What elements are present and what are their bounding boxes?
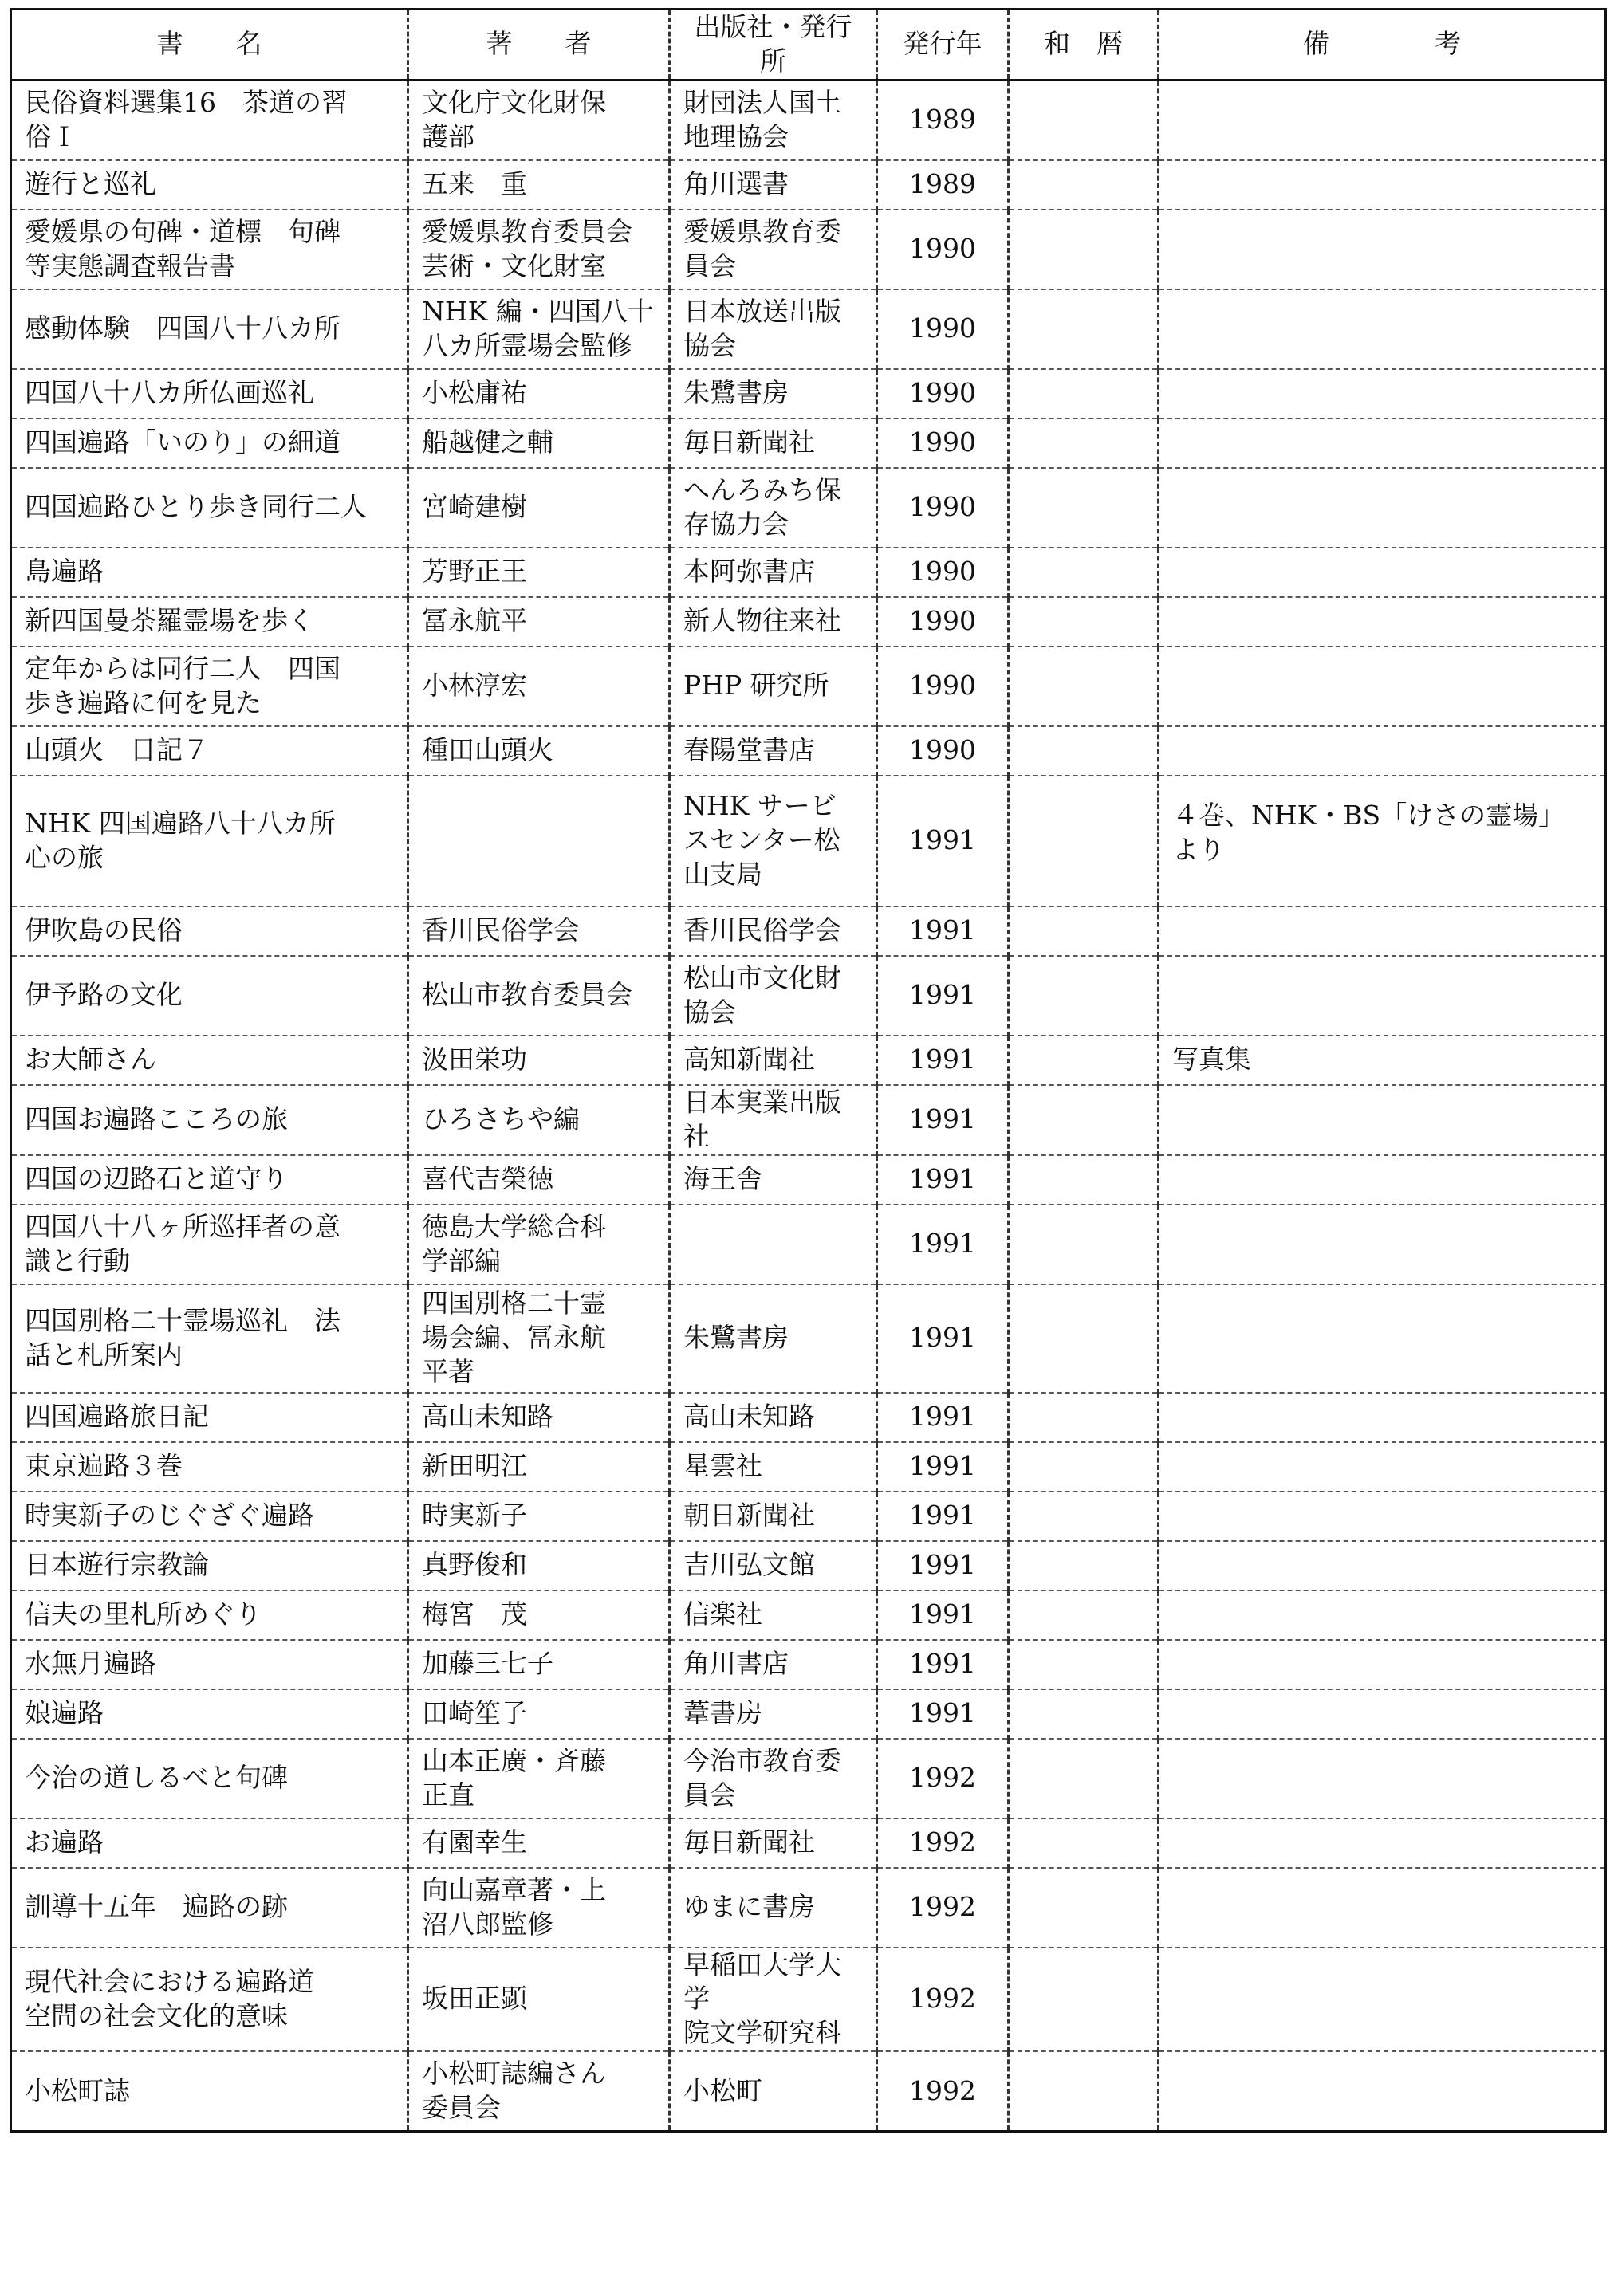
publisher-cell: 角川書店 xyxy=(670,1640,877,1689)
year-cell: 1991 xyxy=(877,1393,1009,1442)
table-row xyxy=(11,1689,1606,1739)
year-cell: 1991 xyxy=(877,906,1009,956)
remarks-cell xyxy=(1159,1590,1606,1640)
remarks-cell xyxy=(1159,1689,1606,1739)
japanese-era-cell xyxy=(1009,1284,1159,1393)
book-title-cell: 訓導十五年 遍路の跡 xyxy=(11,1868,408,1948)
japanese-era-cell xyxy=(1009,369,1159,419)
table-row xyxy=(11,1739,1606,1818)
table-row xyxy=(11,647,1606,726)
year-cell: 1991 xyxy=(877,1442,1009,1492)
year-cell: 1991 xyxy=(877,776,1009,906)
book-title-cell: 島遍路 xyxy=(11,548,408,597)
year-cell: 1990 xyxy=(877,369,1009,419)
author-cell: 小松庸祐 xyxy=(408,369,670,419)
table-row xyxy=(11,1541,1606,1590)
table-row xyxy=(11,1818,1606,1868)
table-row xyxy=(11,597,1606,647)
year-cell: 1991 xyxy=(877,1541,1009,1590)
year-cell: 1991 xyxy=(877,1085,1009,1155)
publisher-cell: 日本放送出版 協会 xyxy=(670,289,877,369)
remarks-cell xyxy=(1159,210,1606,289)
table-row xyxy=(11,776,1606,906)
year-cell: 1991 xyxy=(877,1036,1009,1085)
japanese-era-cell xyxy=(1009,1442,1159,1492)
remarks-cell xyxy=(1159,2051,1606,2132)
table-row xyxy=(11,1492,1606,1541)
publisher-cell: 角川選書 xyxy=(670,160,877,210)
publisher-cell: ゆまに書房 xyxy=(670,1868,877,1948)
publisher-cell: NHK サービ スセンター松 山支局 xyxy=(670,776,877,906)
remarks-cell xyxy=(1159,468,1606,548)
japanese-era-cell xyxy=(1009,1868,1159,1948)
japanese-era-cell xyxy=(1009,726,1159,776)
publisher-cell: 香川民俗学会 xyxy=(670,906,877,956)
year-cell: 1991 xyxy=(877,1689,1009,1739)
book-title-cell: お遍路 xyxy=(11,1818,408,1868)
year-cell: 1990 xyxy=(877,548,1009,597)
author-cell: 香川民俗学会 xyxy=(408,906,670,956)
book-title-cell: 四国別格二十霊場巡礼 法 話と札所案内 xyxy=(11,1284,408,1393)
remarks-cell xyxy=(1159,1393,1606,1442)
bibliography-table xyxy=(10,8,1607,2133)
author-cell xyxy=(408,776,670,906)
book-title-cell: 四国の辺路石と道守り xyxy=(11,1155,408,1205)
book-title-cell: 小松町誌 xyxy=(11,2051,408,2132)
japanese-era-cell xyxy=(1009,597,1159,647)
author-cell: 徳島大学総合科 学部編 xyxy=(408,1205,670,1284)
header-year: 発行年 xyxy=(877,10,1009,81)
remarks-cell xyxy=(1159,906,1606,956)
book-title-cell: 東京遍路３巻 xyxy=(11,1442,408,1492)
remarks-cell xyxy=(1159,419,1606,468)
year-cell: 1992 xyxy=(877,1948,1009,2052)
remarks-cell: 写真集 xyxy=(1159,1036,1606,1085)
book-title-cell: 現代社会における遍路道 空間の社会文化的意味 xyxy=(11,1948,408,2052)
remarks-cell xyxy=(1159,1868,1606,1948)
remarks-cell xyxy=(1159,1948,1606,2052)
book-title-cell: 四国遍路旅日記 xyxy=(11,1393,408,1442)
year-cell: 1991 xyxy=(877,1205,1009,1284)
remarks-cell xyxy=(1159,1085,1606,1155)
book-title-cell: 時実新子のじぐざぐ遍路 xyxy=(11,1492,408,1541)
book-title-cell: 伊予路の文化 xyxy=(11,956,408,1036)
japanese-era-cell xyxy=(1009,1739,1159,1818)
japanese-era-cell xyxy=(1009,1948,1159,2052)
japanese-era-cell xyxy=(1009,289,1159,369)
table-row xyxy=(11,1442,1606,1492)
publisher-cell: 高山未知路 xyxy=(670,1393,877,1442)
publisher-cell: 春陽堂書店 xyxy=(670,726,877,776)
table-row xyxy=(11,1085,1606,1155)
book-title-cell: 伊吹島の民俗 xyxy=(11,906,408,956)
table-row xyxy=(11,726,1606,776)
publisher-cell: 本阿弥書店 xyxy=(670,548,877,597)
year-cell: 1992 xyxy=(877,1739,1009,1818)
book-title-cell: お大師さん xyxy=(11,1036,408,1085)
year-cell: 1992 xyxy=(877,1818,1009,1868)
publisher-cell: 吉川弘文館 xyxy=(670,1541,877,1590)
year-cell: 1989 xyxy=(877,80,1009,160)
header-row xyxy=(11,10,1606,81)
author-cell: 種田山頭火 xyxy=(408,726,670,776)
remarks-cell xyxy=(1159,956,1606,1036)
japanese-era-cell xyxy=(1009,906,1159,956)
remarks-cell xyxy=(1159,1541,1606,1590)
remarks-cell xyxy=(1159,1739,1606,1818)
publisher-cell: 朱鷺書房 xyxy=(670,1284,877,1393)
book-title-cell: 四国八十八ヶ所巡拝者の意 識と行動 xyxy=(11,1205,408,1284)
author-cell: 加藤三七子 xyxy=(408,1640,670,1689)
year-cell: 1990 xyxy=(877,468,1009,548)
publisher-cell: 星雲社 xyxy=(670,1442,877,1492)
japanese-era-cell xyxy=(1009,80,1159,160)
year-cell: 1991 xyxy=(877,1155,1009,1205)
book-title-cell: 愛媛県の句碑・道標 句碑 等実態調査報告書 xyxy=(11,210,408,289)
table-row xyxy=(11,468,1606,548)
table-row xyxy=(11,419,1606,468)
book-title-cell: 民俗資料選集16 茶道の習 俗Ｉ xyxy=(11,80,408,160)
author-cell: 喜代吉榮徳 xyxy=(408,1155,670,1205)
book-title-cell: 娘遍路 xyxy=(11,1689,408,1739)
japanese-era-cell xyxy=(1009,160,1159,210)
author-cell: NHK 編・四国八十 八カ所霊場会監修 xyxy=(408,289,670,369)
publisher-cell: 日本実業出版社 xyxy=(670,1085,877,1155)
year-cell: 1990 xyxy=(877,597,1009,647)
table-row xyxy=(11,210,1606,289)
remarks-cell xyxy=(1159,548,1606,597)
book-title-cell: 山頭火 日記７ xyxy=(11,726,408,776)
table-row xyxy=(11,548,1606,597)
author-cell: 有園幸生 xyxy=(408,1818,670,1868)
book-title-cell: 新四国曼荼羅霊場を歩く xyxy=(11,597,408,647)
remarks-cell xyxy=(1159,726,1606,776)
book-title-cell: 四国八十八カ所仏画巡礼 xyxy=(11,369,408,419)
header-author: 著 者 xyxy=(408,10,670,81)
remarks-cell xyxy=(1159,1155,1606,1205)
table-row xyxy=(11,1640,1606,1689)
book-title-cell: 水無月遍路 xyxy=(11,1640,408,1689)
publisher-cell: 早稲田大学大学 院文学研究科 xyxy=(670,1948,877,2052)
year-cell: 1990 xyxy=(877,419,1009,468)
publisher-cell: 松山市文化財 協会 xyxy=(670,956,877,1036)
bibliography-sheet xyxy=(10,8,1604,2133)
japanese-era-cell xyxy=(1009,1393,1159,1442)
book-title-cell: 信夫の里札所めぐり xyxy=(11,1590,408,1640)
table-row xyxy=(11,289,1606,369)
publisher-cell: 信楽社 xyxy=(670,1590,877,1640)
table-row xyxy=(11,1590,1606,1640)
japanese-era-cell xyxy=(1009,1818,1159,1868)
year-cell: 1989 xyxy=(877,160,1009,210)
publisher-cell: 高知新聞社 xyxy=(670,1036,877,1085)
japanese-era-cell xyxy=(1009,1205,1159,1284)
table-row xyxy=(11,369,1606,419)
table-row xyxy=(11,160,1606,210)
year-cell: 1991 xyxy=(877,1590,1009,1640)
remarks-cell xyxy=(1159,289,1606,369)
publisher-cell: 財団法人国土 地理協会 xyxy=(670,80,877,160)
author-cell: 冨永航平 xyxy=(408,597,670,647)
publisher-cell: へんろみち保 存協力会 xyxy=(670,468,877,548)
publisher-cell: 新人物往来社 xyxy=(670,597,877,647)
remarks-cell xyxy=(1159,597,1606,647)
publisher-cell: 小松町 xyxy=(670,2051,877,2132)
book-title-cell: 日本遊行宗教論 xyxy=(11,1541,408,1590)
year-cell: 1990 xyxy=(877,289,1009,369)
table-row xyxy=(11,1155,1606,1205)
header-publisher: 出版社・発行所 xyxy=(670,10,877,81)
remarks-cell xyxy=(1159,1640,1606,1689)
publisher-cell: PHP 研究所 xyxy=(670,647,877,726)
author-cell: 山本正廣・斉藤 正直 xyxy=(408,1739,670,1818)
author-cell: 小松町誌編さん 委員会 xyxy=(408,2051,670,2132)
author-cell: 愛媛県教育委員会 芸術・文化財室 xyxy=(408,210,670,289)
japanese-era-cell xyxy=(1009,1541,1159,1590)
remarks-cell xyxy=(1159,369,1606,419)
japanese-era-cell xyxy=(1009,776,1159,906)
year-cell: 1991 xyxy=(877,1284,1009,1393)
remarks-cell xyxy=(1159,80,1606,160)
publisher-cell: 愛媛県教育委 員会 xyxy=(670,210,877,289)
header-remarks: 備 考 xyxy=(1159,10,1606,81)
japanese-era-cell xyxy=(1009,647,1159,726)
author-cell: 真野俊和 xyxy=(408,1541,670,1590)
remarks-cell xyxy=(1159,1284,1606,1393)
book-title-cell: 四国お遍路こころの旅 xyxy=(11,1085,408,1155)
year-cell: 1992 xyxy=(877,1868,1009,1948)
author-cell: 向山嘉章著・上 沼八郎監修 xyxy=(408,1868,670,1948)
publisher-cell xyxy=(670,1205,877,1284)
publisher-cell: 毎日新聞社 xyxy=(670,1818,877,1868)
author-cell: 時実新子 xyxy=(408,1492,670,1541)
year-cell: 1991 xyxy=(877,1640,1009,1689)
author-cell: ひろさちや編 xyxy=(408,1085,670,1155)
japanese-era-cell xyxy=(1009,2051,1159,2132)
year-cell: 1990 xyxy=(877,726,1009,776)
author-cell: 芳野正王 xyxy=(408,548,670,597)
japanese-era-cell xyxy=(1009,548,1159,597)
publisher-cell: 朱鷺書房 xyxy=(670,369,877,419)
publisher-cell: 朝日新聞社 xyxy=(670,1492,877,1541)
japanese-era-cell xyxy=(1009,956,1159,1036)
header-japanese-era: 和 暦 xyxy=(1009,10,1159,81)
publisher-cell: 毎日新聞社 xyxy=(670,419,877,468)
book-title-cell: 今治の道しるべと句碑 xyxy=(11,1739,408,1818)
header-title: 書 名 xyxy=(11,10,408,81)
publisher-cell: 葦書房 xyxy=(670,1689,877,1739)
author-cell: 小林淳宏 xyxy=(408,647,670,726)
author-cell: 四国別格二十霊 場会編、冨永航 平著 xyxy=(408,1284,670,1393)
japanese-era-cell xyxy=(1009,1085,1159,1155)
author-cell: 梅宮 茂 xyxy=(408,1590,670,1640)
table-row xyxy=(11,80,1606,160)
japanese-era-cell xyxy=(1009,419,1159,468)
table-row xyxy=(11,1205,1606,1284)
year-cell: 1991 xyxy=(877,956,1009,1036)
book-title-cell: 定年からは同行二人 四国 歩き遍路に何を見た xyxy=(11,647,408,726)
year-cell: 1990 xyxy=(877,647,1009,726)
author-cell: 船越健之輔 xyxy=(408,419,670,468)
book-title-cell: 感動体験 四国八十八カ所 xyxy=(11,289,408,369)
japanese-era-cell xyxy=(1009,1590,1159,1640)
table-row xyxy=(11,1036,1606,1085)
year-cell: 1990 xyxy=(877,210,1009,289)
author-cell: 新田明江 xyxy=(408,1442,670,1492)
japanese-era-cell xyxy=(1009,1492,1159,1541)
table-row xyxy=(11,1284,1606,1393)
author-cell: 五来 重 xyxy=(408,160,670,210)
book-title-cell: NHK 四国遍路八十八カ所 心の旅 xyxy=(11,776,408,906)
remarks-cell xyxy=(1159,1492,1606,1541)
remarks-cell xyxy=(1159,1818,1606,1868)
table-row xyxy=(11,1868,1606,1948)
table-row xyxy=(11,956,1606,1036)
remarks-cell xyxy=(1159,1442,1606,1492)
author-cell: 宮崎建樹 xyxy=(408,468,670,548)
author-cell: 坂田正顕 xyxy=(408,1948,670,2052)
year-cell: 1992 xyxy=(877,2051,1009,2132)
year-cell: 1991 xyxy=(877,1492,1009,1541)
remarks-cell: ４巻、NHK・BS「けさの霊場」 より xyxy=(1159,776,1606,906)
publisher-cell: 今治市教育委 員会 xyxy=(670,1739,877,1818)
japanese-era-cell xyxy=(1009,1689,1159,1739)
japanese-era-cell xyxy=(1009,1640,1159,1689)
japanese-era-cell xyxy=(1009,210,1159,289)
author-cell: 文化庁文化財保 護部 xyxy=(408,80,670,160)
japanese-era-cell xyxy=(1009,1036,1159,1085)
author-cell: 田崎笙子 xyxy=(408,1689,670,1739)
remarks-cell xyxy=(1159,647,1606,726)
table-row xyxy=(11,1393,1606,1442)
publisher-cell: 海王舎 xyxy=(670,1155,877,1205)
book-title-cell: 遊行と巡礼 xyxy=(11,160,408,210)
table-row xyxy=(11,906,1606,956)
author-cell: 高山未知路 xyxy=(408,1393,670,1442)
table-row xyxy=(11,2051,1606,2132)
japanese-era-cell xyxy=(1009,1155,1159,1205)
author-cell: 汲田栄功 xyxy=(408,1036,670,1085)
remarks-cell xyxy=(1159,160,1606,210)
japanese-era-cell xyxy=(1009,468,1159,548)
book-title-cell: 四国遍路「いのり」の細道 xyxy=(11,419,408,468)
book-title-cell: 四国遍路ひとり歩き同行二人 xyxy=(11,468,408,548)
table-row xyxy=(11,1948,1606,2052)
author-cell: 松山市教育委員会 xyxy=(408,956,670,1036)
remarks-cell xyxy=(1159,1205,1606,1284)
